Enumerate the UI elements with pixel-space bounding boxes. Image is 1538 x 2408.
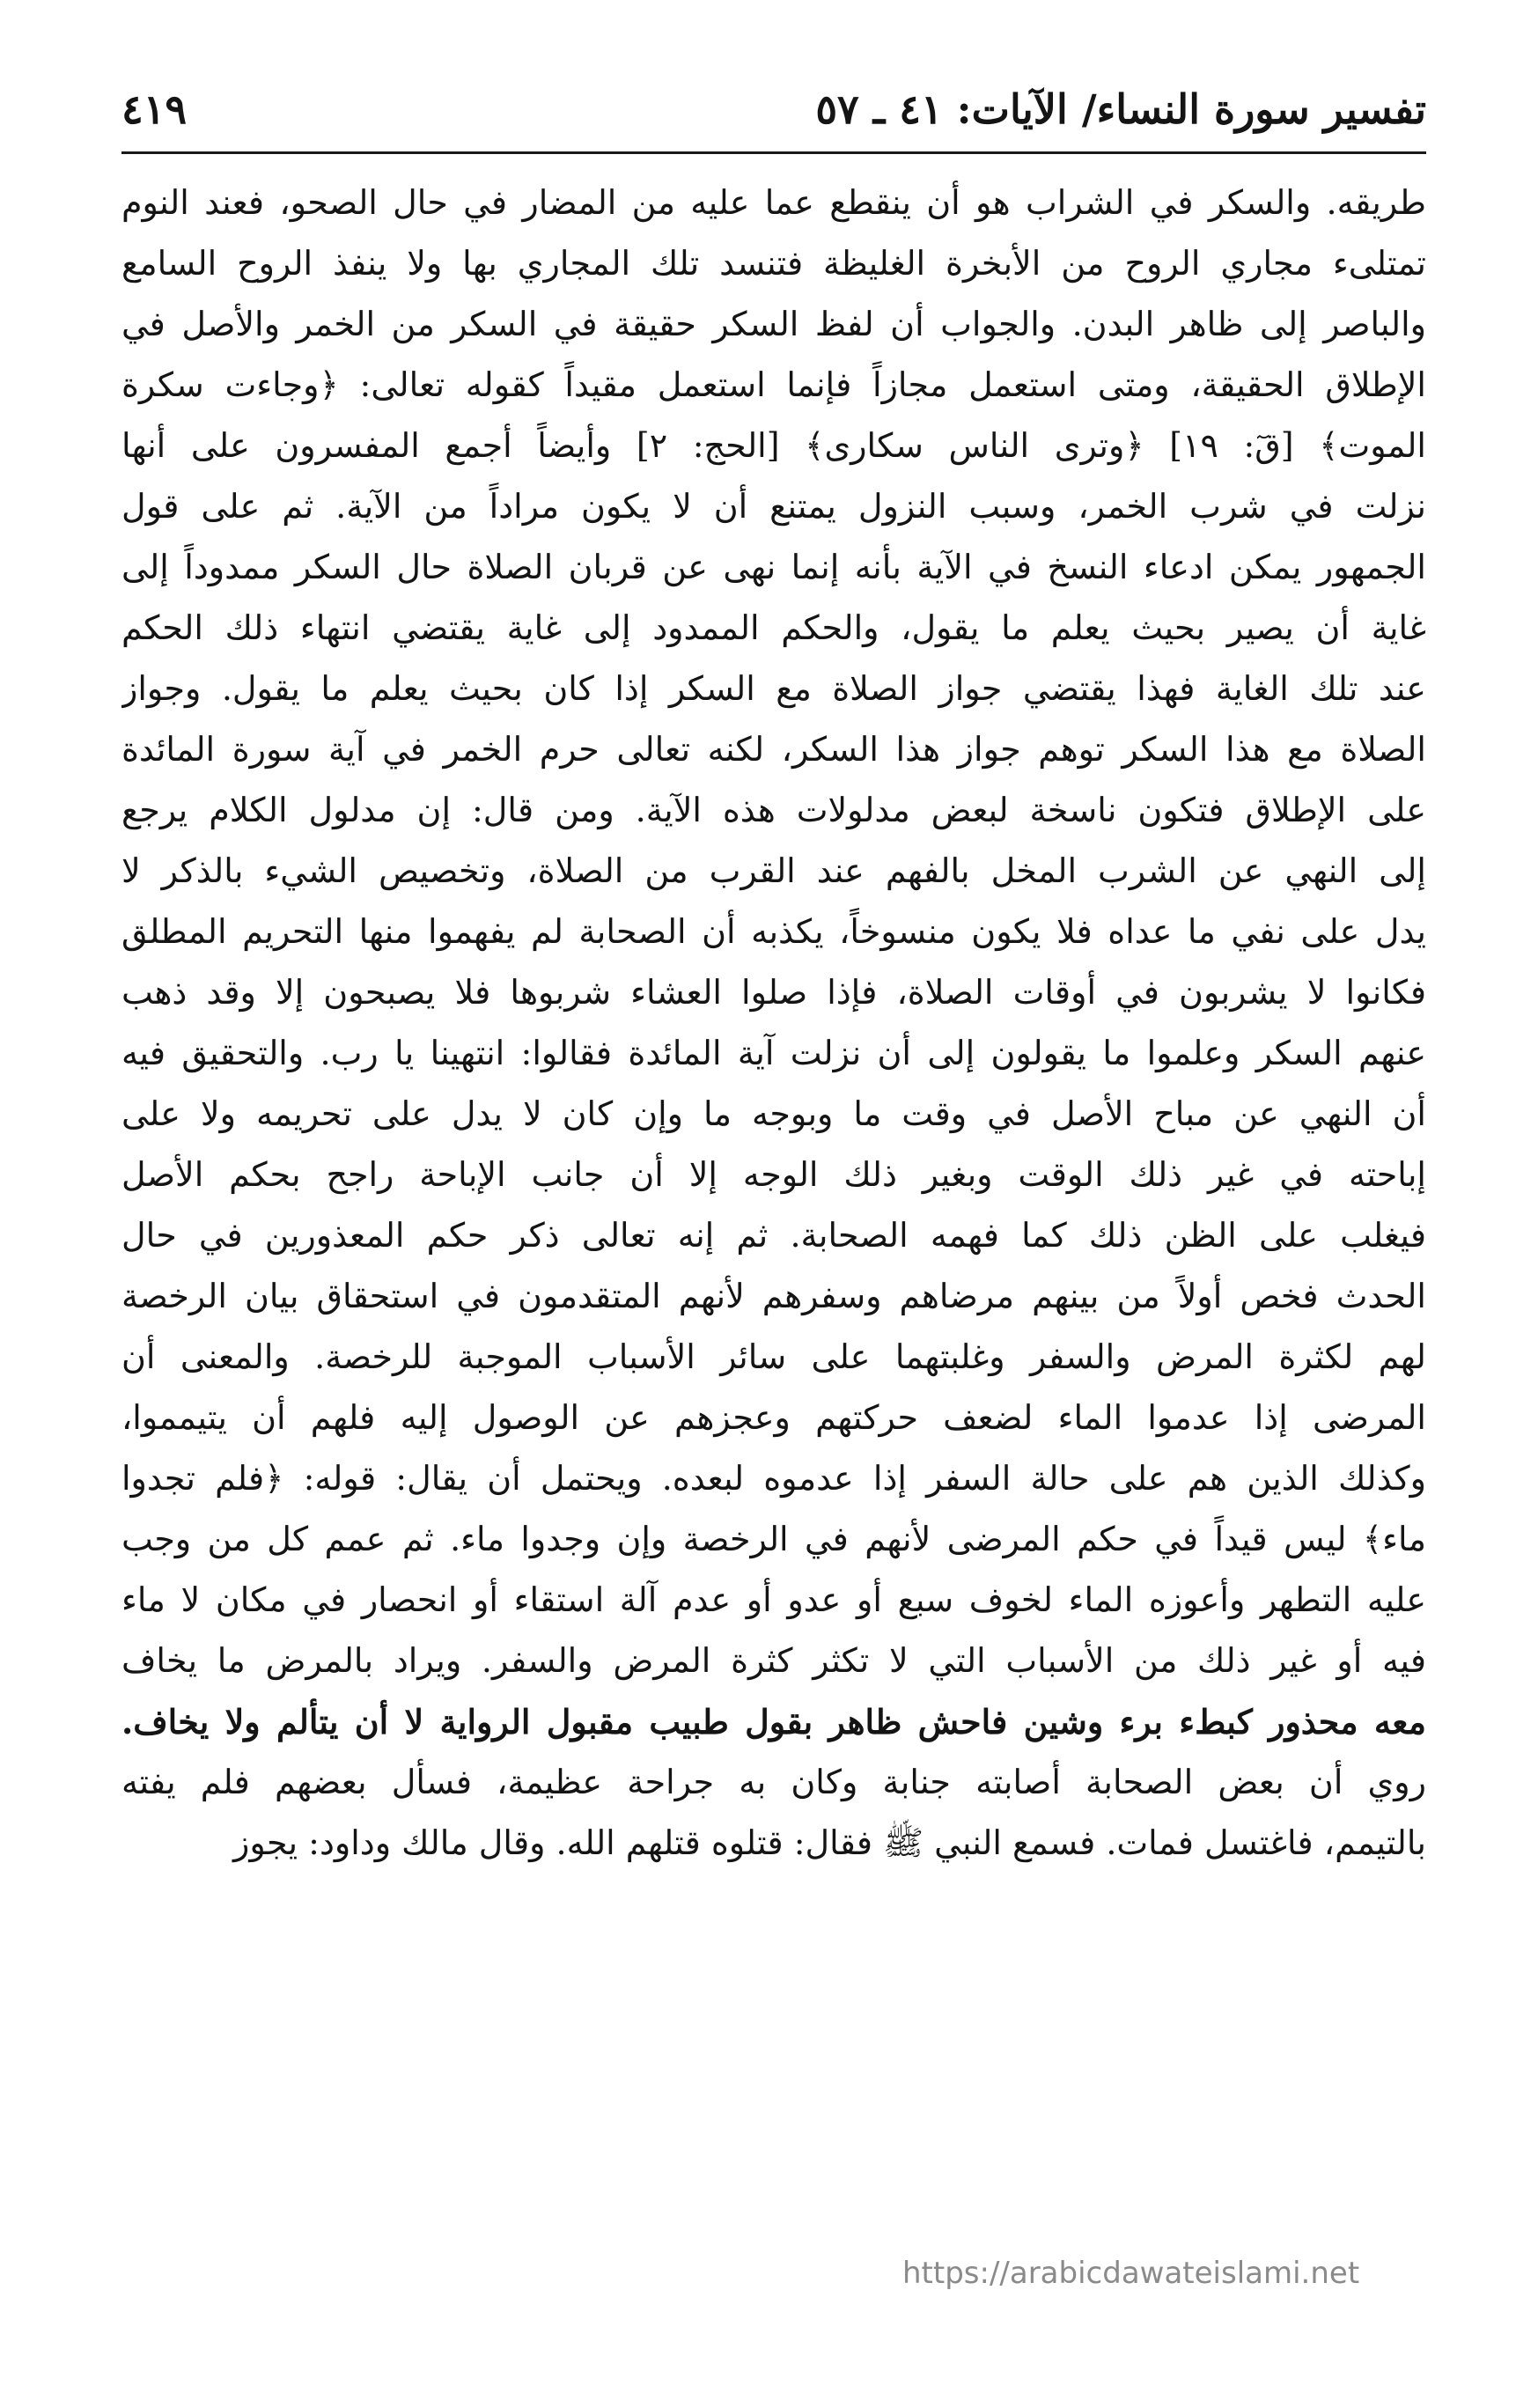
page-number: ٤١٩	[121, 85, 188, 133]
text-line: إباحته في غير ذلك الوقت وبغير ذلك الوجه إلا أن جانب الإباحة راجح بحكم الأصل	[121, 1155, 1426, 1194]
text-line: الصلاة مع هذا السكر توهم جواز هذا السكر، لكنه تعالى حرم الخمر في آية سورة المائدة	[121, 730, 1426, 769]
text-line: الموت﴾ [قٓ: ١٩] ﴿وترى الناس سكارى﴾ [الحج: ٢] وأيضاً أجمع المفسرون على أنها	[121, 426, 1426, 465]
text-line: تمتلىء مجاري الروح من الأبخرة الغليظة فتنسد تلك المجاري بها ولا ينفذ الروح السامع	[121, 244, 1426, 283]
text-line: الجمهور يمكن ادعاء النسخ في الآية بأنه إنما نهى عن قربان الصلاة حال السكر ممدوداً إلى	[121, 548, 1426, 586]
header-title: تفسير سورة النساء/ الآيات: ٤١ ـ ٥٧	[815, 85, 1426, 133]
text-line: غاية أن يصير بحيث يعلم ما يقول، والحكم الممدود إلى غاية يقتضي انتهاء ذلك الحكم	[121, 608, 1426, 647]
text-line: عند تلك الغاية فهذا يقتضي جواز الصلاة مع السكر إذا كان بحيث يعلم ما يقول. وجواز	[121, 669, 1426, 708]
text-line: المرضى إذا عدموا الماء لضعف حركتهم وعجزهم عن الوصول إليه فلهم أن يتيمموا،	[121, 1398, 1426, 1437]
text-line: على الإطلاق فتكون ناسخة لبعض مدلولات هذه الآية. ومن قال: إن مدلول الكلام يرجع	[121, 791, 1426, 829]
text-line: إلى النهي عن الشرب المخل بالفهم عند القرب من الصلاة، وتخصيص الشيء بالذكر لا	[121, 851, 1426, 890]
text-line: فيه أو غير ذلك من الأسباب التي لا تكثر كثرة المرض والسفر. ويراد بالمرض ما يخاف	[121, 1641, 1426, 1680]
text-line: طريقه. والسكر في الشراب هو أن ينقطع عما عليه من المضار في حال الصحو، فعند النوم	[121, 183, 1426, 222]
text-line: عليه التطهر وأعوزه الماء لخوف سبع أو عدو أو عدم آلة استقاء أو انحصار في مكان لا ماء	[121, 1580, 1426, 1619]
text-line: يدل على نفي ما عداه فلا يكون منسوخاً، يكذبه أن الصحابة لم يفهموا منها التحريم المطلق	[121, 912, 1426, 951]
text-line: لهم لكثرة المرض والسفر وغلبتهما على سائر الأسباب الموجبة للرخصة. والمعنى أن	[121, 1337, 1426, 1376]
text-line: ماء﴾ ليس قيداً في حكم المرضى لأنهم في الرخصة وإن وجدوا ماء. ثم عمم كل من وجب	[121, 1520, 1426, 1558]
text-line: روي أن بعض الصحابة أصابته جنابة وكان به جراحة عظيمة، فسأل بعضهم فلم يفته	[121, 1763, 1426, 1801]
text-line: بالتيمم، فاغتسل فمات. فسمع النبي ﷺ فقال: قتلوه قتلهم الله. وقال مالك وداود: يجوز	[233, 1823, 1426, 1862]
text-line: عنهم السكر وعلموا ما يقولون إلى أن نزلت آية المائدة فقالوا: انتهينا يا رب. والتحقيق فيه	[121, 1034, 1426, 1072]
text-line: أن النهي عن مباح الأصل في وقت ما وبوجه ما وإن كان لا يدل على تحريمه ولا على	[121, 1094, 1426, 1133]
text-line: الحدث فخص أولاً من بينهم مرضاهم وسفرهم لأنهم المتقدمون في استحقاق بيان الرخصة	[121, 1277, 1426, 1315]
header-divider	[121, 151, 1426, 154]
running-header	[121, 77, 1426, 148]
text-line: فيغلب على الظن ذلك كما فهمه الصحابة. ثم إنه تعالى ذكر حكم المعذورين في حال	[121, 1216, 1426, 1255]
text-line: معه محذور كبطء برء وشين فاحش ظاهر بقول طبيب مقبول الرواية لا أن يتألم ولا يخاف.	[121, 1702, 1426, 1742]
watermark-url: https://arabicdawateislami.net	[902, 2256, 1360, 2291]
text-line: والباصر إلى ظاهر البدن. والجواب أن لفظ السكر حقيقة في السكر من الخمر والأصل في	[121, 305, 1426, 343]
body-text	[121, 173, 1426, 1874]
text-line: وكذلك الذين هم على حالة السفر إذا عدموه لبعده. ويحتمل أن يقال: قوله: ﴿فلم تجدوا	[121, 1459, 1426, 1498]
text-line: فكانوا لا يشربون في أوقات الصلاة، فإذا صلوا العشاء شربوها فلا يصبحون إلا وقد ذهب	[121, 973, 1426, 1012]
text-line: نزلت في شرب الخمر، وسبب النزول يمتنع أن لا يكون مراداً من الآية. ثم على قول	[121, 487, 1426, 526]
text-line: الإطلاق الحقيقة، ومتى استعمل مجازاً فإنما استعمل مقيداً كقوله تعالى: ﴿وجاءت سكرة	[121, 365, 1426, 404]
